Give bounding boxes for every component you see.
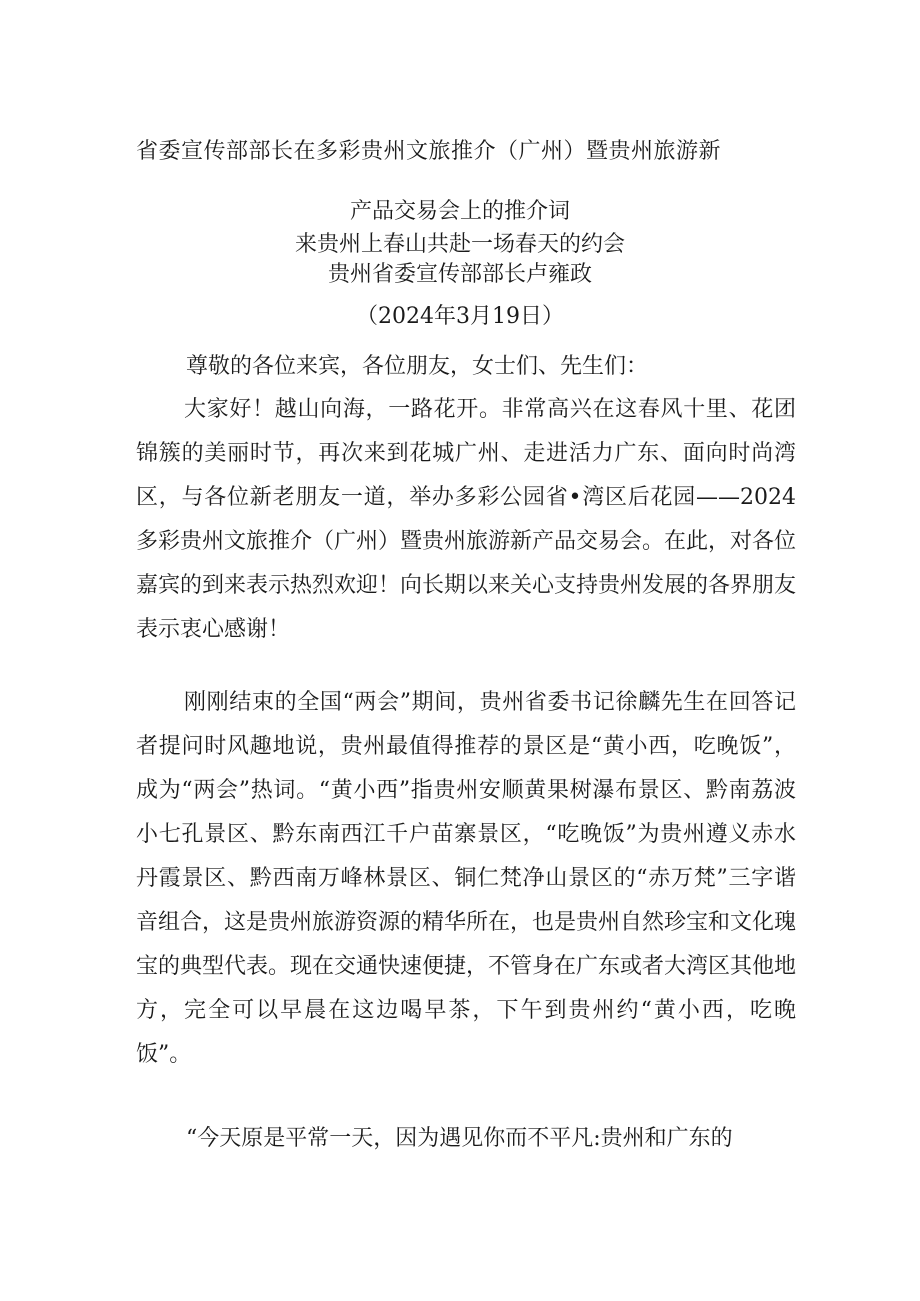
document-date: （2024年3月19日） xyxy=(356,304,564,329)
document-subtitle: 来贵州上春山共赴一场春天的约会 xyxy=(294,232,625,257)
paragraph-scenic-spots: 刚刚结束的全国“两会”期间，贵州省委书记徐麟先生在回答记者提问时风趣地说，贵州最值得推荐的景区是“黄小西，吃晚饭”，成为“两会”热词。“黄小西”指贵州安顺黄果树瀑布景区、黔南荔波小七孔景区、黔东南西江千户苗寨景区，“吃晚饭”为贵州遵义赤水丹霞景区、黔西南万峰林景区、铜仁梵净山景区的“赤万梵”三字谐音组合，这是贵州旅游资源的精华所在，也是贵州自然珍宝和文化瑰宝的典型代表。现在交通快速便捷，不管身在广东或者大湾区其他地方，完全可以早晨在这边喝早茶，下午到贵州约“黄小西，吃晚饭”。 xyxy=(136,690,797,1067)
paragraph-welcome: 大家好！越山向海，一路花开。非常高兴在这春风十里、花团锦簇的美丽时节，再次来到花城广州、走进活力广东、面向时尚湾区，与各位新老朋友一道，举办多彩公园省•湾区后花园——2024多彩贵州文旅推介（广州）暨贵州旅游新产品交易会。在此，对各位嘉宾的到来表示热烈欢迎！向长期以来关心支持贵州发展的各界朋友表示衷心感谢！ xyxy=(136,397,797,642)
document-title-line-1: 省委宣传部部长在多彩贵州文旅推介（广州）暨贵州旅游新 xyxy=(136,139,722,164)
document-title-line-2: 产品交易会上的推介词 xyxy=(349,199,570,224)
paragraph-guizhou-guangdong: “今天原是平常一天，因为遇见你而不平凡:贵州和广东的 xyxy=(186,1126,733,1151)
document-author: 贵州省委宣传部部长卢雍政 xyxy=(327,262,592,287)
salutation: 尊敬的各位来宾，各位朋友，女士们、先生们： xyxy=(186,354,649,379)
